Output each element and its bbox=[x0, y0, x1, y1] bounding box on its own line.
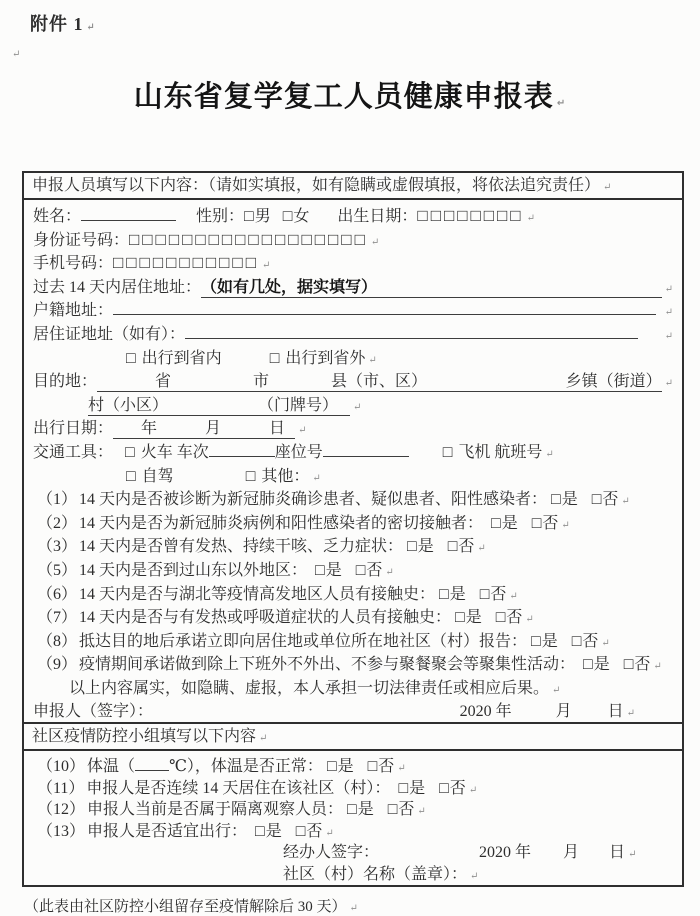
question-row-11 bbox=[37, 775, 673, 797]
question-row-6 bbox=[37, 581, 673, 605]
question-text: 14 天内是否被诊断为新冠肺炎确诊患者、疑似患者、阳性感染者： bbox=[79, 491, 548, 509]
question-number: （13） bbox=[37, 822, 86, 840]
yes-label: 是 bbox=[325, 561, 342, 579]
yes-label: 是 bbox=[417, 538, 434, 556]
checkbox-travel-out-province[interactable] bbox=[270, 345, 366, 368]
no-label: 否 bbox=[366, 561, 383, 579]
no-label: 否 bbox=[582, 632, 599, 650]
question-number: （10） bbox=[37, 758, 86, 776]
yes-label: 是 bbox=[561, 491, 578, 509]
row-phone-number bbox=[33, 250, 673, 274]
agent-sign-month: 月 bbox=[563, 844, 580, 862]
hukou-address-label: 户籍地址： bbox=[33, 302, 114, 320]
question-text: 14 天内是否与有发热或呼吸道症状的人员有接触史： bbox=[79, 609, 452, 627]
no-label: 否 bbox=[398, 801, 415, 819]
temperature-label: 体温（ bbox=[87, 758, 136, 776]
checkbox-male[interactable] bbox=[244, 203, 271, 226]
checkbox-icon: □ bbox=[623, 656, 634, 674]
unit-village: 村（小区） bbox=[88, 396, 169, 414]
retention-note: （此表由社区防控小组留存至疫情解除后 30 天） ↵ bbox=[24, 895, 700, 916]
train-label: 火车 车次 bbox=[140, 443, 209, 461]
unit-county: 县（市、区） bbox=[331, 373, 428, 391]
question-row-9 bbox=[37, 651, 673, 675]
checkbox-no[interactable] bbox=[496, 604, 523, 627]
yes-label: 是 bbox=[409, 779, 426, 797]
checkbox-plane[interactable] bbox=[443, 439, 543, 462]
question-number: （6） bbox=[37, 585, 78, 603]
checkbox-icon: □ bbox=[126, 349, 136, 367]
row-id-number bbox=[33, 227, 673, 251]
checkbox-no[interactable] bbox=[592, 486, 619, 509]
checkbox-icon: □ bbox=[244, 208, 254, 225]
birthdate-boxes[interactable]: □□□□□□□□ bbox=[417, 206, 524, 225]
no-label: 否 bbox=[449, 779, 466, 797]
unit-month: 月 bbox=[205, 420, 222, 438]
yes-label: 是 bbox=[357, 801, 374, 819]
checkbox-icon: □ bbox=[355, 561, 366, 579]
blank-segment[interactable] bbox=[338, 408, 350, 410]
checkbox-icon: □ bbox=[583, 656, 593, 674]
checkbox-icon: □ bbox=[295, 822, 306, 840]
checkbox-icon: □ bbox=[347, 801, 357, 819]
blank-segment[interactable] bbox=[157, 431, 205, 433]
question-text: 14 天内是否与湖北等疫情高发地区人员有接触史： bbox=[79, 585, 436, 603]
question-row-8 bbox=[37, 628, 673, 652]
checkbox-yes[interactable] bbox=[347, 796, 374, 819]
question-number: （1） bbox=[37, 491, 78, 509]
checkbox-icon: □ bbox=[125, 443, 135, 461]
row-transport bbox=[33, 439, 673, 463]
checkbox-yes[interactable] bbox=[255, 818, 282, 841]
question-row-5 bbox=[37, 557, 673, 581]
question-text: 抵达目的地后承诺立即向居住地或单位所在地社区（村）报告： bbox=[79, 632, 528, 650]
checkbox-other[interactable] bbox=[246, 463, 310, 486]
blank-segment[interactable] bbox=[97, 384, 155, 386]
paragraph-mark-icon bbox=[628, 844, 636, 862]
question-number: （3） bbox=[37, 538, 78, 556]
row-address-14days bbox=[33, 274, 673, 298]
no-label: 否 bbox=[378, 758, 395, 776]
address-14days-field[interactable] bbox=[201, 274, 662, 298]
transport-label: 交通工具： bbox=[33, 443, 114, 461]
checkbox-icon: □ bbox=[326, 758, 337, 776]
question-number: （7） bbox=[37, 609, 78, 627]
sign-day: 日 bbox=[607, 703, 624, 721]
question-number: （8） bbox=[37, 632, 78, 650]
checkbox-female-label: 女 bbox=[293, 208, 310, 225]
checkbox-yes[interactable] bbox=[315, 557, 342, 580]
checkbox-yes[interactable] bbox=[583, 651, 610, 674]
checkbox-no[interactable] bbox=[624, 651, 651, 674]
checkbox-icon: □ bbox=[315, 561, 325, 579]
question-text: 14 天内是否到过山东以外地区： bbox=[79, 561, 312, 579]
residence-permit-label: 居住证地址（如有）： bbox=[33, 325, 186, 343]
unit-door-number: （门牌号） bbox=[258, 396, 339, 414]
checkbox-no[interactable] bbox=[448, 533, 475, 556]
checkbox-travel-in-province[interactable] bbox=[126, 345, 222, 368]
checkbox-icon: □ bbox=[551, 491, 561, 509]
plane-label: 飞机 航班号 bbox=[458, 443, 543, 461]
row-travel-scope bbox=[33, 345, 673, 369]
seat-number-blank[interactable] bbox=[323, 441, 409, 457]
unit-province: 省 bbox=[155, 373, 172, 391]
question-text: 14 天内是否为新冠肺炎病例和阳性感染者的密切接触者： bbox=[79, 514, 488, 532]
row-destination-line2 bbox=[33, 392, 673, 416]
question-number: （12） bbox=[37, 801, 86, 819]
checkbox-self-drive[interactable] bbox=[126, 463, 174, 486]
gender-label: 性别： bbox=[196, 208, 245, 225]
destination-field[interactable] bbox=[97, 368, 662, 392]
unit-day: 日 bbox=[269, 420, 286, 438]
checkbox-icon: □ bbox=[571, 632, 582, 650]
phone-boxes[interactable]: □□□□□□□□□□□ bbox=[113, 253, 259, 273]
checkbox-icon: □ bbox=[367, 758, 378, 776]
question-number: （11） bbox=[37, 779, 85, 797]
train-number-blank[interactable] bbox=[209, 441, 275, 457]
travel-in-label: 出行到省内 bbox=[141, 349, 222, 367]
checkbox-yes[interactable] bbox=[398, 775, 425, 798]
row-community-stamp bbox=[33, 861, 673, 883]
row-travel-date bbox=[33, 415, 673, 439]
checkbox-icon: □ bbox=[398, 779, 409, 797]
question-text: 申报人是否连续 14 天居住在该社区（村）： bbox=[86, 779, 395, 797]
row-declarant-signature bbox=[33, 698, 673, 722]
checkbox-icon: □ bbox=[442, 443, 453, 461]
checkbox-no[interactable] bbox=[439, 775, 466, 798]
agent-sign-day: 日 bbox=[609, 844, 626, 862]
sign-month: 月 bbox=[555, 703, 572, 721]
seat-label: 座位号 bbox=[274, 443, 323, 461]
birthdate-label: 出生日期： bbox=[337, 208, 418, 225]
no-label: 否 bbox=[458, 538, 475, 556]
no-label: 否 bbox=[634, 656, 651, 674]
question-row-10 bbox=[37, 753, 673, 775]
temperature-blank[interactable] bbox=[135, 755, 169, 771]
checkbox-icon: □ bbox=[245, 467, 256, 485]
address-14days-label: 过去 14 天内居住地址： bbox=[33, 278, 202, 296]
question-text: 申报人是否适宜出行： bbox=[87, 822, 252, 840]
id-number-boxes[interactable]: □□□□□□□□□□□□□□□□□□ bbox=[129, 229, 368, 249]
phone-label: 手机号码： bbox=[33, 255, 114, 273]
health-declaration-form bbox=[22, 171, 684, 887]
checkbox-icon: □ bbox=[531, 514, 542, 532]
unit-township: 乡镇（街道） bbox=[565, 373, 662, 391]
question-row-12 bbox=[37, 796, 673, 818]
question-row-3 bbox=[37, 533, 673, 557]
unit-city: 市 bbox=[253, 373, 270, 391]
blank-segment[interactable] bbox=[427, 384, 566, 386]
row-name-gender-birth bbox=[33, 203, 673, 227]
row-transport-line2 bbox=[33, 463, 673, 487]
section2-content bbox=[24, 751, 682, 885]
agent-sign-year: 2020 年 bbox=[479, 844, 532, 862]
travel-date-label: 出行日期： bbox=[33, 420, 114, 438]
no-label: 否 bbox=[306, 822, 323, 840]
checkbox-icon: □ bbox=[269, 349, 280, 367]
declarant-sign-label: 申报人（签字）： bbox=[33, 703, 154, 721]
checkbox-yes[interactable] bbox=[407, 533, 434, 556]
question-number: （5） bbox=[37, 561, 78, 579]
checkbox-icon: □ bbox=[455, 609, 465, 627]
section1-content bbox=[24, 200, 682, 722]
row-residence-permit-address bbox=[33, 321, 673, 345]
checkbox-no[interactable] bbox=[356, 557, 383, 580]
checkbox-yes[interactable] bbox=[455, 604, 482, 627]
checkbox-icon: □ bbox=[439, 585, 449, 603]
residence-permit-blank[interactable] bbox=[185, 323, 638, 339]
checkbox-icon: □ bbox=[439, 779, 449, 797]
question-row-13 bbox=[37, 818, 673, 840]
destination-label: 目的地： bbox=[33, 373, 98, 391]
checkbox-no[interactable] bbox=[572, 628, 599, 651]
yes-label: 是 bbox=[465, 609, 482, 627]
blank-segment[interactable] bbox=[269, 384, 331, 386]
checkbox-icon: □ bbox=[479, 585, 490, 603]
row-affirmation bbox=[33, 675, 673, 699]
checkbox-icon: □ bbox=[407, 538, 417, 556]
checkbox-yes[interactable] bbox=[439, 581, 466, 604]
travel-date-field[interactable] bbox=[113, 415, 295, 439]
question-text: 疫情期间承诺做到除上下班外不外出、不参与聚餐聚会等聚集性活动： bbox=[79, 656, 580, 674]
blank-segment[interactable] bbox=[221, 431, 269, 433]
attachment-label: 附件 1 ↵ bbox=[0, 0, 700, 36]
blank-segment[interactable] bbox=[285, 431, 295, 433]
destination-field-line2[interactable] bbox=[88, 392, 350, 416]
affirmation-text: 以上内容属实，如隐瞒、虚报，本人承担一切法律责任或相应后果。 bbox=[69, 679, 550, 697]
sign-year: 2020 年 bbox=[459, 703, 512, 721]
checkbox-icon: □ bbox=[591, 491, 602, 509]
blank-segment[interactable] bbox=[113, 431, 141, 433]
checkbox-yes[interactable] bbox=[531, 628, 558, 651]
row-hukou-address bbox=[33, 297, 673, 321]
question-row-2 bbox=[37, 510, 673, 534]
yes-label: 是 bbox=[501, 514, 518, 532]
blank-segment[interactable] bbox=[377, 290, 662, 292]
unit-year: 年 bbox=[141, 420, 158, 438]
checkbox-no[interactable] bbox=[368, 753, 395, 776]
other-label: 其他： bbox=[261, 467, 310, 485]
checkbox-no[interactable] bbox=[480, 581, 507, 604]
no-label: 否 bbox=[506, 609, 523, 627]
section2-header: 社区疫情防控小组填写以下内容 ↵ bbox=[24, 722, 682, 751]
checkbox-female[interactable] bbox=[283, 203, 310, 226]
checkbox-male-label: 男 bbox=[254, 208, 271, 225]
paragraph-mark-icon bbox=[0, 44, 700, 66]
checkbox-icon: □ bbox=[447, 538, 458, 556]
question-row-1 bbox=[37, 486, 673, 510]
no-label: 否 bbox=[542, 514, 559, 532]
self-drive-label: 自驾 bbox=[141, 467, 174, 485]
checkbox-icon: □ bbox=[491, 514, 501, 532]
no-label: 否 bbox=[490, 585, 507, 603]
checkbox-no[interactable] bbox=[532, 510, 559, 533]
checkbox-icon: □ bbox=[255, 822, 265, 840]
checkbox-icon: □ bbox=[531, 632, 541, 650]
agent-sign-label: 经办人签字： bbox=[283, 844, 380, 862]
name-blank[interactable] bbox=[81, 205, 176, 221]
page-title: 山东省复学复工人员健康申报表 ↵ bbox=[0, 74, 700, 115]
yes-label: 是 bbox=[449, 585, 466, 603]
section1-header: 申报人员填写以下内容：（请如实填报，如有隐瞒或虚假填报，将依法追究责任） ↵ bbox=[24, 173, 682, 200]
blank-segment[interactable] bbox=[168, 408, 258, 410]
checkbox-train[interactable] bbox=[125, 439, 209, 462]
checkbox-icon: □ bbox=[126, 467, 136, 485]
paragraph-mark-icon bbox=[627, 703, 635, 721]
address-14days-hint: （如有几处，据实填写） bbox=[201, 278, 378, 296]
question-row-7 bbox=[37, 604, 673, 628]
community-stamp-label: 社区（村）名称（盖章）： bbox=[283, 866, 468, 884]
checkbox-icon: □ bbox=[282, 208, 293, 225]
no-label: 否 bbox=[602, 491, 619, 509]
yes-label: 是 bbox=[337, 758, 354, 776]
yes-label: 是 bbox=[541, 632, 558, 650]
checkbox-icon: □ bbox=[387, 801, 398, 819]
question-number: （2） bbox=[37, 514, 78, 532]
checkbox-yes[interactable] bbox=[551, 486, 578, 509]
name-label: 姓名： bbox=[33, 208, 82, 225]
id-number-label: 身份证号码： bbox=[33, 231, 130, 249]
checkbox-no[interactable] bbox=[296, 818, 323, 841]
checkbox-yes[interactable] bbox=[491, 510, 518, 533]
checkbox-icon: □ bbox=[495, 609, 506, 627]
yes-label: 是 bbox=[265, 822, 282, 840]
row-agent-signature bbox=[33, 839, 673, 861]
question-text: 申报人当前是否属于隔离观察人员： bbox=[87, 801, 344, 819]
question-text: 14 天内是否曾有发热、持续干咳、乏力症状： bbox=[79, 538, 404, 556]
row-destination bbox=[33, 368, 673, 392]
temperature-unit-text: ℃），体温是否正常： bbox=[169, 758, 323, 776]
travel-out-label: 出行到省外 bbox=[285, 349, 366, 367]
yes-label: 是 bbox=[593, 656, 610, 674]
blank-segment[interactable] bbox=[171, 384, 253, 386]
checkbox-no[interactable] bbox=[388, 796, 415, 819]
question-number: （9） bbox=[37, 656, 78, 674]
hukou-address-blank[interactable] bbox=[113, 299, 656, 315]
checkbox-yes[interactable] bbox=[327, 753, 354, 776]
